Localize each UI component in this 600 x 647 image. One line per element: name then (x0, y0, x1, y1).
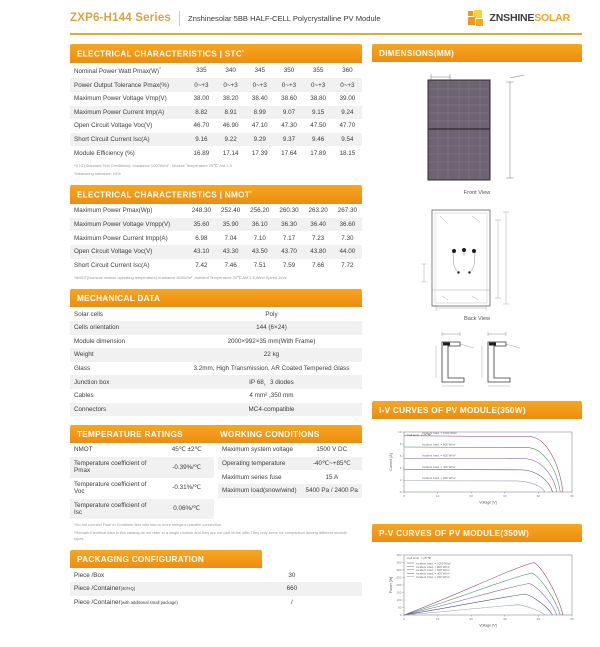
svg-text:200: 200 (396, 583, 402, 588)
row-label: Power Output Tolerance Pmax(%) (70, 78, 187, 92)
row-value: 7.72 (341, 261, 354, 269)
svg-text:0: 0 (403, 617, 405, 621)
znshine-logo-icon (468, 10, 485, 27)
row-value: 7.30 (341, 234, 354, 242)
row-label: Temperature coefficient of Isc (70, 499, 159, 520)
stc-table (70, 63, 362, 160)
table-row (70, 499, 214, 520)
row-value: 350 (283, 66, 295, 74)
svg-text:30: 30 (503, 617, 507, 621)
row-value: 263.20 (308, 207, 328, 215)
working-note-2: *Remark:Electrical data in this catalog do not refer to a single module and they are not part of the offer.They only serve for comparison among different module types. (74, 530, 347, 541)
row-value: 44.00 (333, 245, 362, 259)
row-label: Maximum series fuse (222, 473, 282, 481)
row-value: 46.70 (193, 122, 210, 130)
row-value: 144 (6×24) (181, 321, 362, 335)
row-value: 7.66 (312, 261, 325, 269)
svg-text:50: 50 (398, 605, 402, 610)
svg-text:400: 400 (396, 553, 402, 558)
svg-text:Incident Irrad. = 600 W/m²: Incident Irrad. = 600 W/m² (422, 453, 456, 458)
table-row (218, 457, 362, 471)
row-label: Short Circuit Current Isc(A) (70, 133, 187, 147)
row-value: 7.10 (253, 234, 266, 242)
svg-text:30: 30 (503, 494, 507, 498)
table-row (70, 245, 362, 259)
svg-text:Incident Irrad. = 1000 W/m²: Incident Irrad. = 1000 W/m² (416, 561, 452, 566)
brand-logo (468, 10, 582, 27)
page-header (0, 0, 600, 36)
table-row (70, 335, 362, 349)
row-value: 248.30 (191, 207, 212, 215)
row-value: MC4-compatible (181, 403, 362, 417)
row-value: 9.24 (333, 106, 362, 120)
row-value: 43.80 (304, 245, 333, 259)
row-value: 345 (254, 66, 266, 74)
series-title: ZXP6-H144 Series (70, 12, 172, 24)
iv-chart-svg (374, 424, 580, 508)
back-view-svg (402, 204, 552, 314)
row-value: 38.80 (310, 95, 327, 103)
row-value: 8.82 (187, 106, 216, 120)
row-value: 36.30 (274, 218, 303, 232)
row-value: 43.50 (245, 245, 274, 259)
right-column (372, 44, 582, 647)
nmot-section (70, 185, 362, 280)
row-value: 15 A (325, 473, 339, 481)
svg-text:Incident Irrad. = 800 W/m²: Incident Irrad. = 800 W/m² (416, 564, 450, 569)
svg-text:6: 6 (399, 454, 402, 459)
row-value: 38.40 (251, 95, 268, 103)
row-value: 36.60 (333, 218, 362, 232)
row-label: Connectors (70, 403, 181, 417)
table-row (70, 106, 362, 120)
svg-text:Incident Irrad. = 600 W/m²: Incident Irrad. = 600 W/m² (416, 568, 450, 573)
iv-section-heading: I-V CURVES OF PV MODULE(350W) (372, 401, 582, 419)
row-label: Cables (74, 392, 94, 400)
table-row (70, 307, 362, 321)
row-value: 35.90 (216, 218, 245, 232)
row-value: / (291, 598, 293, 606)
back-view-drawing (372, 198, 582, 324)
row-value: 17.89 (310, 149, 327, 157)
row-label: Maximum Power Current Imp(A) (70, 106, 187, 120)
svg-text:Incident Irrad. = 1000 W/m²: Incident Irrad. = 1000 W/m² (422, 431, 458, 436)
table-row (70, 403, 362, 417)
row-value: 8.99 (245, 106, 274, 120)
row-label: Open Circuit Voltage Voc(V) (70, 245, 187, 259)
packaging-section (70, 550, 362, 609)
svg-text:50: 50 (570, 494, 574, 498)
row-label: Maximum Power Voltage Vmpp(V) (70, 218, 187, 232)
row-label: Nominal Power Watt Pmax(W)* (74, 65, 161, 76)
row-value: 260.30 (279, 207, 299, 215)
row-label: Maximum Power Current Impp(A) (74, 234, 168, 242)
table-row (218, 443, 362, 457)
row-value: 7.23 (312, 234, 325, 242)
table-row (70, 389, 362, 403)
working-note-1: *Do not connect Fuse in Combiner Box with two or more strings in parallel connection (74, 521, 222, 527)
nmot-section-heading: ELECTRICAL CHARACTERISTICS | NMOT* (70, 185, 362, 204)
row-value: 0~+3 (216, 78, 245, 92)
svg-text:10: 10 (435, 494, 440, 498)
pv-chart-svg (374, 547, 580, 631)
pv-chart-container (372, 542, 582, 638)
row-label: Piece /Box (74, 571, 105, 579)
row-value: 9.07 (274, 106, 303, 120)
row-value: -0.31%/℃ (172, 484, 202, 492)
svg-text:2: 2 (399, 478, 402, 483)
table-row (70, 63, 362, 79)
svg-text:Voltage [V]: Voltage [V] (479, 500, 497, 505)
row-value: 47.50 (310, 122, 327, 130)
row-value: 9.54 (333, 133, 362, 147)
row-value: 335 (196, 66, 207, 74)
row-value: 9.29 (245, 133, 274, 147)
row-value: -40℃~+85℃ (302, 457, 362, 471)
row-value: 30 (288, 571, 296, 579)
row-value: 7.42 (195, 261, 208, 269)
row-label: Temperature coefficient of Voc (74, 480, 147, 496)
iv-curves-section (372, 401, 582, 515)
row-value: 38.60 (281, 95, 297, 103)
row-value: 39.00 (339, 95, 356, 103)
row-value: 7.46 (224, 261, 237, 269)
row-value: 5400 Pa / 2400 Pa (302, 484, 362, 498)
row-value: 17.64 (281, 149, 297, 157)
svg-text:8: 8 (399, 442, 402, 447)
row-value: 267.30 (337, 207, 357, 215)
table-row (70, 133, 362, 147)
svg-text:20: 20 (469, 494, 473, 498)
svg-text:4: 4 (399, 466, 402, 471)
row-value: 4 mm² ,350 mm (249, 392, 294, 400)
svg-text:Cell temp. = 25 ℃: Cell temp. = 25 ℃ (407, 556, 431, 560)
nmot-note-1: *NMOT(Nominal module operating temperature):Irradiance 800W/m² ,Ambient Temperature 20℃,AM 1.5,Wind Speed 1m/s (74, 274, 287, 280)
svg-text:10: 10 (398, 430, 402, 435)
row-value: 47.30 (281, 122, 297, 130)
row-value: 8.91 (216, 106, 245, 120)
row-value: 36.10 (245, 218, 274, 232)
title-divider (179, 11, 180, 26)
row-value: 2000×992×35 mm(With Frame) (227, 337, 316, 345)
table-row (70, 78, 362, 92)
brand-name-second: SOLAR (534, 12, 570, 24)
row-value: 47.70 (339, 122, 356, 130)
svg-text:300: 300 (396, 568, 402, 573)
packaging-section-heading: PACKAGING CONFIGURATION (70, 550, 262, 568)
row-value: 9.16 (187, 133, 216, 147)
row-label: Maximum load(snow/wind) (218, 484, 302, 498)
svg-text:0: 0 (399, 613, 402, 618)
row-value: 9.46 (304, 133, 333, 147)
table-row (218, 470, 362, 484)
row-label: Weight (70, 348, 181, 362)
temperature-table (70, 443, 214, 519)
row-label: Operating temperature (218, 457, 302, 471)
row-label: Piece /Container(40'HQ) (70, 582, 222, 596)
row-label: Solar cells (74, 310, 104, 318)
svg-text:250: 250 (396, 575, 402, 580)
svg-text:40: 40 (536, 494, 541, 498)
table-row (218, 484, 362, 498)
row-value: 7.51 (253, 261, 266, 269)
svg-text:20: 20 (469, 617, 473, 621)
table-row (70, 146, 362, 160)
table-row (70, 92, 362, 106)
packaging-table (70, 568, 362, 609)
page-body (0, 36, 600, 647)
row-value: 46.90 (222, 122, 239, 130)
svg-text:Incident Irrad. = 400 W/m²: Incident Irrad. = 400 W/m² (416, 571, 450, 576)
mechanical-table (70, 307, 362, 416)
svg-text:Cell temp. = 25 ℃: Cell temp. = 25 ℃ (407, 433, 431, 437)
table-row (70, 204, 362, 218)
table-row (70, 231, 362, 245)
back-view-caption: Back View (463, 316, 490, 322)
row-value: 360 (342, 66, 353, 74)
row-value: 38.20 (222, 95, 239, 103)
svg-text:40: 40 (536, 617, 541, 621)
row-value: 36.40 (304, 218, 333, 232)
svg-text:Voltage [V]: Voltage [V] (479, 623, 497, 628)
mechanical-section (70, 289, 362, 416)
row-label: Open Circuit Voltage Voc(V) (74, 122, 153, 130)
row-value: 6.98 (195, 234, 208, 242)
table-row (70, 375, 362, 389)
table-row (70, 119, 362, 133)
row-value: 22 kg (181, 348, 362, 362)
stc-section-heading: ELECTRICAL CHARACTERISTICS | STC* (70, 44, 362, 63)
nmot-table (70, 204, 362, 272)
svg-text:Incident Irrad. = 800 W/m²: Incident Irrad. = 800 W/m² (422, 442, 456, 447)
working-table (218, 443, 362, 497)
row-label: Junction box (70, 375, 181, 389)
svg-text:Incident Irrad. = 400 W/m²: Incident Irrad. = 400 W/m² (422, 464, 456, 469)
working-heading: WORKING CONDITIONS (220, 429, 320, 439)
row-value: IP 68，3 diodes (181, 375, 362, 389)
table-row (70, 348, 362, 362)
temp-working-tables (70, 443, 362, 519)
stc-note-2: *Measuring tolerance: ±3% (74, 170, 121, 176)
row-value: 0~+3 (187, 78, 216, 92)
svg-text:0: 0 (403, 494, 405, 498)
row-value: 9.37 (274, 133, 303, 147)
temp-working-heading (70, 425, 362, 443)
table-row (70, 259, 362, 273)
front-view-drawing (372, 62, 582, 198)
row-value: 17.14 (222, 149, 239, 157)
row-value: -0.39%/℃ (159, 457, 214, 478)
dimensions-section-heading: DIMENSIONS(MM) (372, 44, 582, 62)
pv-curves-section (372, 524, 582, 638)
row-value: 47.10 (251, 122, 268, 130)
row-value: 16.89 (193, 149, 210, 157)
row-value: 355 (312, 66, 324, 74)
row-value: 43.70 (274, 245, 303, 259)
row-label: Temperature coefficient of Pmax (70, 457, 159, 478)
row-value: 660 (222, 582, 362, 596)
row-label: Maximum Power Voltage Vmp(V) (74, 95, 167, 103)
stc-section (70, 44, 362, 176)
row-value: 0~+3 (333, 78, 362, 92)
row-label: Module Efficiency (%) (74, 149, 135, 157)
mechanical-section-heading: MECHANICAL DATA (70, 289, 362, 307)
left-column (70, 44, 362, 647)
front-view-svg (402, 68, 552, 188)
table-row (70, 478, 214, 499)
row-value: 252.40 (220, 207, 241, 215)
row-value: 7.59 (282, 261, 296, 269)
front-view-caption: Front View (463, 190, 491, 196)
brand-wordmark (490, 12, 570, 24)
svg-text:150: 150 (396, 590, 402, 595)
row-value: 1500 V DC (316, 446, 348, 454)
frame-detail-svg (402, 330, 552, 390)
svg-text:Incident Irrad. = 200 W/m²: Incident Irrad. = 200 W/m² (422, 476, 456, 481)
row-value: 9.15 (304, 106, 333, 120)
table-row (70, 582, 362, 596)
temperature-heading: TEMPERATURE RATINGS (77, 429, 183, 439)
table-row (70, 218, 362, 232)
row-label: Module dimension (74, 337, 126, 345)
row-value: 9.22 (216, 133, 245, 147)
svg-text:Incident Irrad. = 200 W/m²: Incident Irrad. = 200 W/m² (416, 575, 450, 579)
row-value: 18.15 (339, 149, 356, 157)
row-label: Piece /Container(with additional small package) (74, 598, 178, 606)
series-subtitle: Znshinesolar 5BB HALF-CELL Polycrystalline PV Module (188, 13, 381, 23)
row-label: Short Circuit Current Isc(A) (74, 261, 150, 269)
iv-chart-container (372, 419, 582, 515)
row-label: Cells orientation (70, 321, 181, 335)
dimensions-section (372, 44, 582, 392)
temp-working-section (70, 425, 362, 541)
row-value: 0.06%/℃ (159, 499, 214, 520)
row-value: Poly (265, 310, 278, 318)
row-label: NMOT (74, 446, 93, 454)
row-value: 35.60 (187, 218, 216, 232)
row-label: Maximum Power Pmax(Wp) (74, 207, 153, 215)
frame-section-drawing (372, 324, 582, 392)
row-value: 7.17 (282, 234, 296, 242)
row-value: 0~+3 (304, 78, 333, 92)
svg-text:350: 350 (396, 560, 402, 565)
row-value: 17.39 (251, 149, 268, 157)
stc-note-1: *STC (Standard Test Conditions): Irradiance 1000W/m² , Module Temperature 25℃, AM 1.5 (74, 162, 232, 168)
svg-text:Power [W]: Power [W] (389, 576, 393, 594)
table-row (70, 321, 362, 335)
row-value: 0~+3 (274, 78, 303, 92)
row-value: 43.30 (216, 245, 245, 259)
row-value: 7.04 (224, 234, 237, 242)
row-value: 38.00 (193, 95, 210, 103)
svg-text:50: 50 (570, 617, 574, 621)
pv-section-heading: P-V CURVES OF PV MODULE(350W) (372, 524, 582, 542)
svg-text:10: 10 (435, 617, 440, 621)
header-divider-rule (70, 33, 582, 35)
row-value: 45℃ ±2℃ (171, 446, 202, 454)
row-value: 340 (225, 66, 236, 74)
row-value: 43.10 (187, 245, 216, 259)
row-label: Glass (74, 364, 91, 372)
table-row (70, 596, 362, 610)
table-row (70, 568, 362, 582)
table-row (70, 457, 214, 478)
brand-name-first: ZNSHINE (489, 12, 535, 24)
row-value: 0~+3 (245, 78, 274, 92)
svg-text:0: 0 (399, 490, 402, 495)
row-label: Maximum system voltage (222, 446, 294, 454)
row-value: 3.2mm, High Transmission, AR Coated Tempered Glass (193, 364, 350, 372)
row-value: 256.20 (250, 207, 270, 215)
svg-text:Current [A]: Current [A] (389, 453, 393, 471)
table-row (70, 362, 362, 376)
svg-text:100: 100 (396, 598, 402, 603)
table-row (70, 443, 214, 457)
